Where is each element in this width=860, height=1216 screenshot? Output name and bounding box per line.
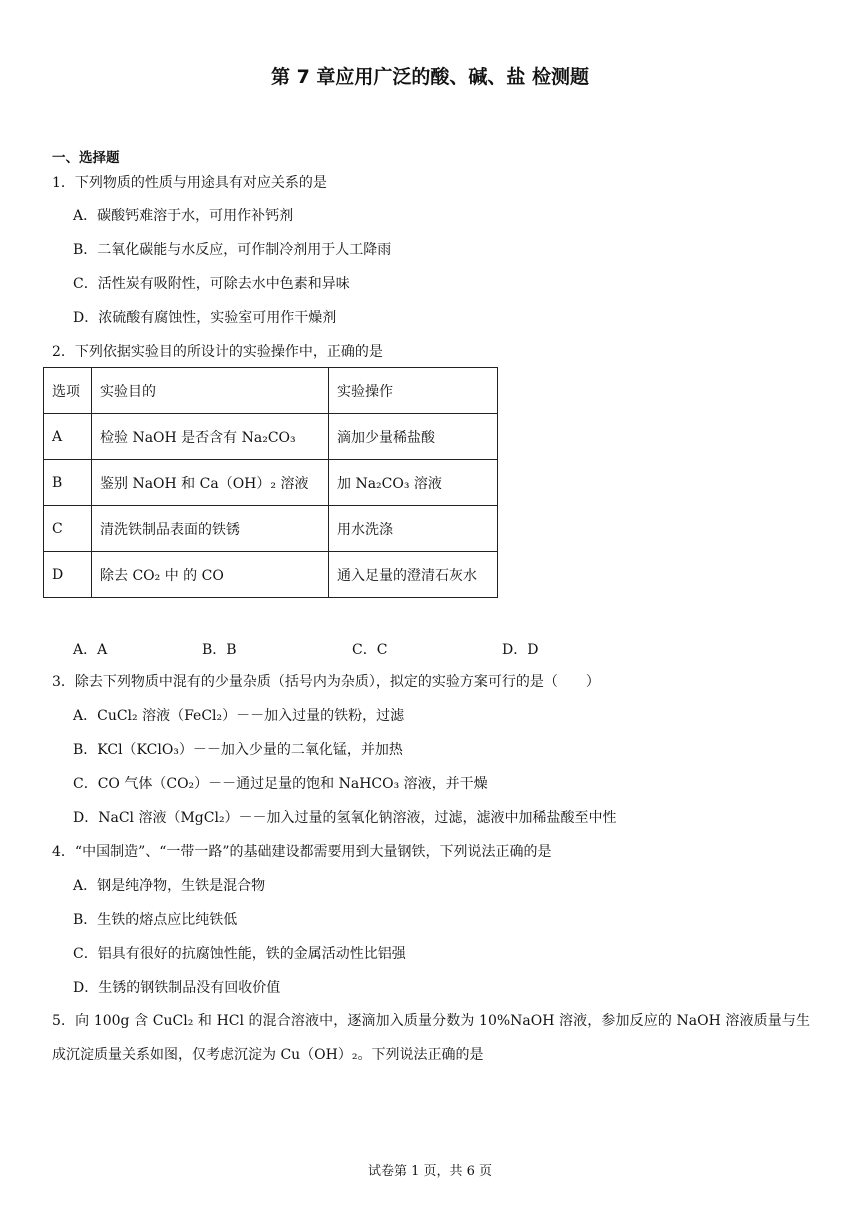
row-operation: 通入足量的澄清石灰水 (329, 552, 498, 598)
row-purpose: 鉴别 NaOH 和 Ca（OH）₂ 溶液 (92, 460, 329, 506)
page-title: 第 7 章应用广泛的酸、碱、盐 检测题 (270, 66, 590, 88)
row-option: D (44, 552, 92, 598)
question-3-stem: 3．除去下列物质中混有的少量杂质（括号内为杂质），拟定的实验方案可行的是（ ） (52, 674, 600, 690)
question-2-answer-b: B．B (202, 642, 237, 658)
row-operation: 用水洗涤 (329, 506, 498, 552)
question-5-stem: 5．向 100g 含 CuCl₂ 和 HCl 的混合溶液中，逐滴加入质量分数为 10%NaOH 溶液，参加反应的 NaOH 溶液质量与生成沉淀质量关系如图，仅考虑沉淀为 Cu（OH）₂。下列说法正确的是 (52, 1013, 810, 1063)
question-2-stem: 2．下列依据实验目的所设计的实验操作中，正确的是 (52, 344, 383, 360)
header-purpose: 实验目的 (92, 368, 329, 414)
question-3-option-c: C．CO 气体（CO₂）－－通过足量的饱和 NaHCO₃ 溶液，并干燥 (73, 776, 488, 792)
row-purpose: 清洗铁制品表面的铁锈 (92, 506, 329, 552)
question-3-option-b: B．KCl（KClO₃）－－加入少量的二氧化锰，并加热 (73, 742, 403, 758)
row-purpose: 检验 NaOH 是否含有 Na₂CO₃ (92, 414, 329, 460)
question-4-stem: 4．“中国制造”、“一带一路”的基础建设都需要用到大量钢铁，下列说法正确的是 (52, 844, 552, 860)
table-row (44, 506, 498, 552)
table-row (44, 414, 498, 460)
question-3-option-d: D．NaCl 溶液（MgCl₂）－－加入过量的氢氧化钠溶液，过滤，滤液中加稀盐酸至中性 (73, 810, 617, 826)
question-1-option-d: D．浓硫酸有腐蚀性，实验室可用作干燥剂 (73, 310, 337, 326)
table-row (44, 460, 498, 506)
section-heading: 一、选择题 (52, 150, 120, 166)
table-header-row (44, 368, 498, 414)
row-option: A (44, 414, 92, 460)
table-row (44, 552, 498, 598)
row-operation: 滴加少量稀盐酸 (329, 414, 498, 460)
question-1-stem: 1．下列物质的性质与用途具有对应关系的是 (52, 175, 327, 191)
question-4-option-c: C．铝具有很好的抗腐蚀性能，铁的金属活动性比铝强 (73, 946, 406, 962)
row-option: B (44, 460, 92, 506)
question-2-answer-a: A．A (73, 642, 108, 658)
row-purpose: 除去 CO₂ 中 的 CO (92, 552, 329, 598)
question-4-option-a: A．钢是纯净物，生铁是混合物 (73, 878, 266, 894)
experiment-table (43, 367, 498, 598)
question-4-option-b: B．生铁的熔点应比纯铁低 (73, 912, 238, 928)
question-2-answer-d: D．D (502, 642, 539, 658)
question-1-option-a: A．碳酸钙难溶于水，可用作补钙剂 (73, 208, 294, 224)
row-operation: 加 Na₂CO₃ 溶液 (329, 460, 498, 506)
row-option: C (44, 506, 92, 552)
question-1-option-c: C．活性炭有吸附性，可除去水中色素和异味 (73, 276, 350, 292)
question-1-option-b: B．二氧化碳能与水反应，可作制冷剂用于人工降雨 (73, 242, 392, 258)
question-2-answer-c: C．C (352, 642, 388, 658)
question-4-option-d: D．生锈的钢铁制品没有回收价值 (73, 980, 281, 996)
question-3-option-a: A．CuCl₂ 溶液（FeCl₂）－－加入过量的铁粉，过滤 (73, 708, 405, 724)
page-footer: 试卷第 1 页，共 6 页 (367, 1164, 493, 1179)
header-option: 选项 (44, 368, 92, 414)
header-operation: 实验操作 (329, 368, 498, 414)
